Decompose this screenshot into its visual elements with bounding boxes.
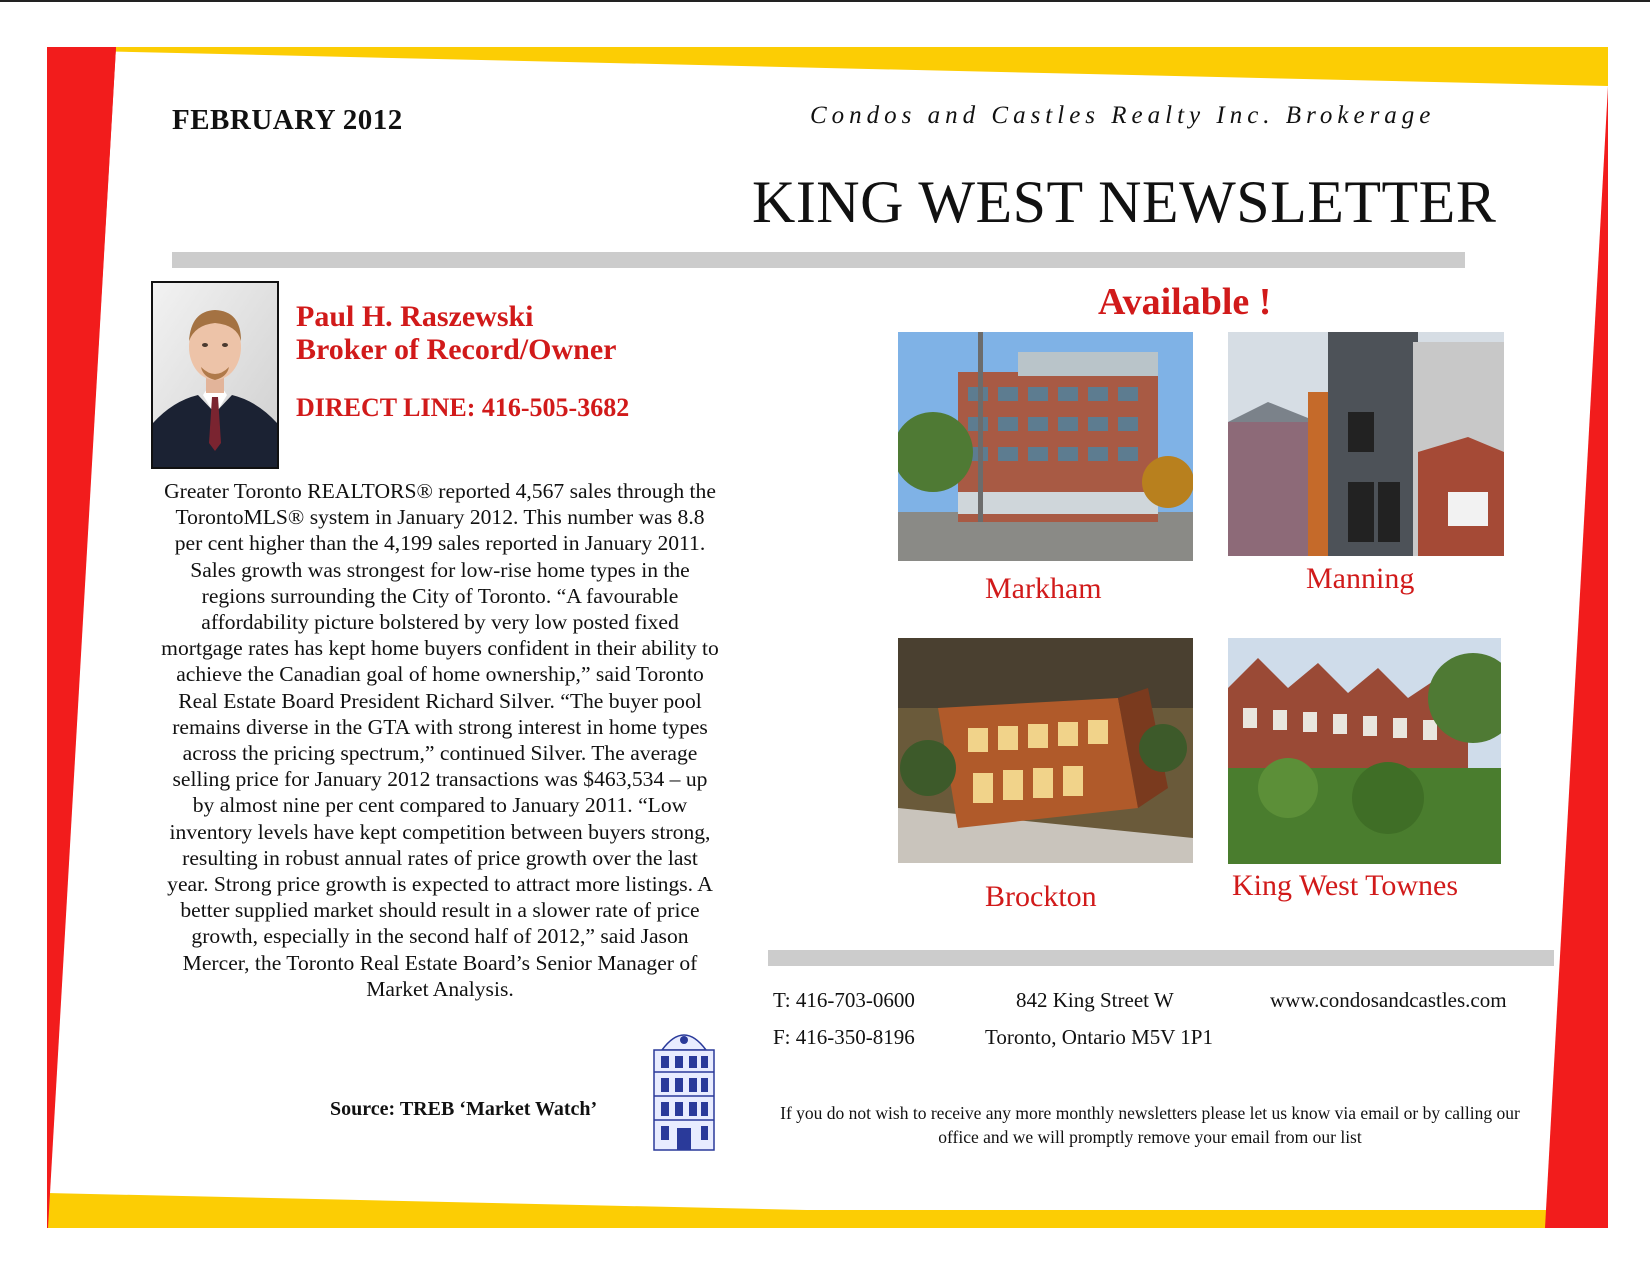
header-divider [172,252,1465,268]
broker-name: Paul H. Raszewski [296,300,534,333]
article-source: Source: TREB ‘Market Watch’ [330,1098,598,1120]
listing-caption-markham: Markham [985,572,1102,605]
contact-fax: F: 416-350-8196 [773,1025,915,1049]
issue-date: FEBRUARY 2012 [172,104,403,136]
contact-street: 842 King Street W [1016,988,1174,1012]
broker-photo [151,281,279,469]
listing-caption-brockton: Brockton [985,880,1097,913]
listing-photo-brockton [898,638,1193,863]
newsletter-title: KING WEST NEWSLETTER [752,169,1497,235]
contact-divider [768,950,1554,966]
listing-photo-markham [898,332,1193,561]
direct-line: DIRECT LINE: 416-505-3682 [296,393,630,422]
contact-city: Toronto, Ontario M5V 1P1 [985,1025,1213,1049]
article-body: Greater Toronto REALTORS® reported 4,567 sales through the TorontoMLS® system in January 2012. This number was 8.8 per cent higher than the 4,199 sales reported in January 2011. Sales growth was strongest for low-rise home types in the regions surrounding the City of Toronto. “A favourable affordability picture bolstered by very low posted fixed mortgage rates has kept home buyers confident in their ability to achieve the Canadian goal of home ownership,” said Toronto Real Estate Board President Richard Silver. “The buyer pool remains diverse in the GTA with strong interest in home types across the pricing spectrum,” continued Silver. The average selling price for January 2012 transactions was $463,534 – up by almost nine per cent compared to January 2011. “Low inventory levels have kept competition between buyers strong, resulting in robust annual rates of price growth over the last year. Strong price growth is expected to attract more listings. A better supplied market should result in a slower rate of price growth, especially in the second half of 2012,” said Jason Mercer, the Toronto Real Estate Board’s Senior Manager of Market Analysis. [161,479,719,1001]
broker-role: Broker of Record/Owner [296,333,617,366]
broker-name-block [296,300,617,366]
unsubscribe-notice: If you do not wish to receive any more monthly newsletters please let us know via email or by calling our office and we will promptly remove your email from our list [780,1103,1520,1147]
company-name: Condos and Castles Realty Inc. Brokerage [810,102,1436,129]
listing-caption-manning: Manning [1306,562,1415,595]
castle-logo-icon [648,1020,720,1152]
contact-phone: T: 416-703-0600 [773,988,915,1012]
listing-photo-king-west-townes [1228,638,1501,864]
website-link[interactable]: www.condosandcastles.com [1270,988,1507,1012]
listing-caption-king-west-townes: King West Townes [1232,869,1459,902]
available-heading: Available ! [1098,281,1272,323]
listing-photo-manning [1228,332,1504,556]
